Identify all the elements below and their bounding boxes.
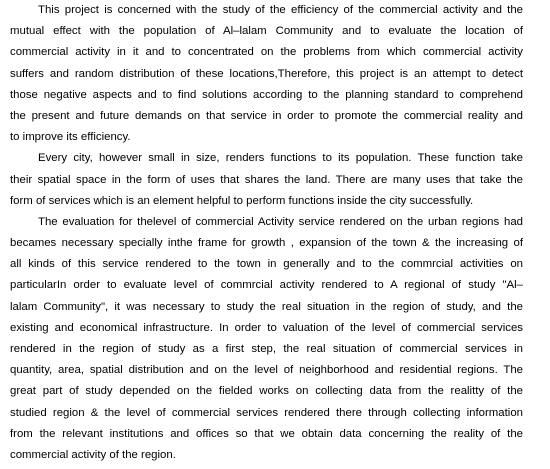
text-line: the present and future demands on that service in order to promote the commercial reality and	[10, 109, 523, 122]
paragraph-1	[10, 0, 523, 148]
text-line: studied region & the level of commercial services rendered there through collecting information	[10, 406, 523, 419]
text-line: those negative aspects and to find solutions according to the planning standard to comprehend	[10, 88, 523, 101]
text-line: mutual effect with the population of Al–lalam Community and to evaluate the location of	[10, 25, 523, 38]
text-line: The evaluation for thelevel of commercial Activity service rendered on the urban regions had	[38, 215, 523, 228]
text-line: lalam Community", it was necessary to study the real situation in the region of study, and the	[10, 300, 523, 313]
paragraph-2	[10, 148, 523, 212]
text-line: This project is concerned with the study of the efficiency of the commercial activity and the	[38, 4, 523, 16]
text-line: becames necessary specially inthe frame for growth , expansion of the town & the increasing of	[10, 237, 523, 250]
text-line: particularIn order to evaluate level of commrcial activity rendered to A regional of study "Al–	[10, 279, 523, 292]
text-line: their spatial space in the form of uses that shares the land. There are many uses that take the	[10, 173, 523, 186]
text-line: commercial activity of the region.	[10, 448, 176, 461]
text-line: to improve its efficiency.	[10, 131, 131, 144]
text-line: all kinds of this service rendered to the town in generally and to the commrcial activities on	[10, 258, 523, 271]
text-line: great part of study depended on the fielded works on collecting data from the realitty of the	[10, 385, 523, 398]
document-body	[10, 0, 523, 466]
text-line: from the relevant institutions and offices so that we obtain data concerning the reality of the	[10, 427, 523, 440]
paragraph-3	[10, 212, 523, 466]
text-line: commercial activity in it and to concentrated on the problems from which commercial activity	[10, 46, 523, 59]
text-line: quantity, area, spatial distribution and on the level of neighborhood and residential regions. The	[10, 364, 523, 377]
text-line: existing and economical infrastructure. In order to valuation of the level of commercial services	[10, 321, 523, 334]
text-line: Every city, however small in size, renders functions to its population. These function take	[38, 152, 523, 165]
text-line: suffers and random distribution of these locations,Therefore, this project is an attempt to detect	[10, 67, 523, 80]
text-line: rendered in the region of study as a first step, the real situation of commercial services in	[10, 343, 523, 355]
text-line: form of services which is an element helpful to perform functions inside the city successfully.	[10, 194, 474, 207]
